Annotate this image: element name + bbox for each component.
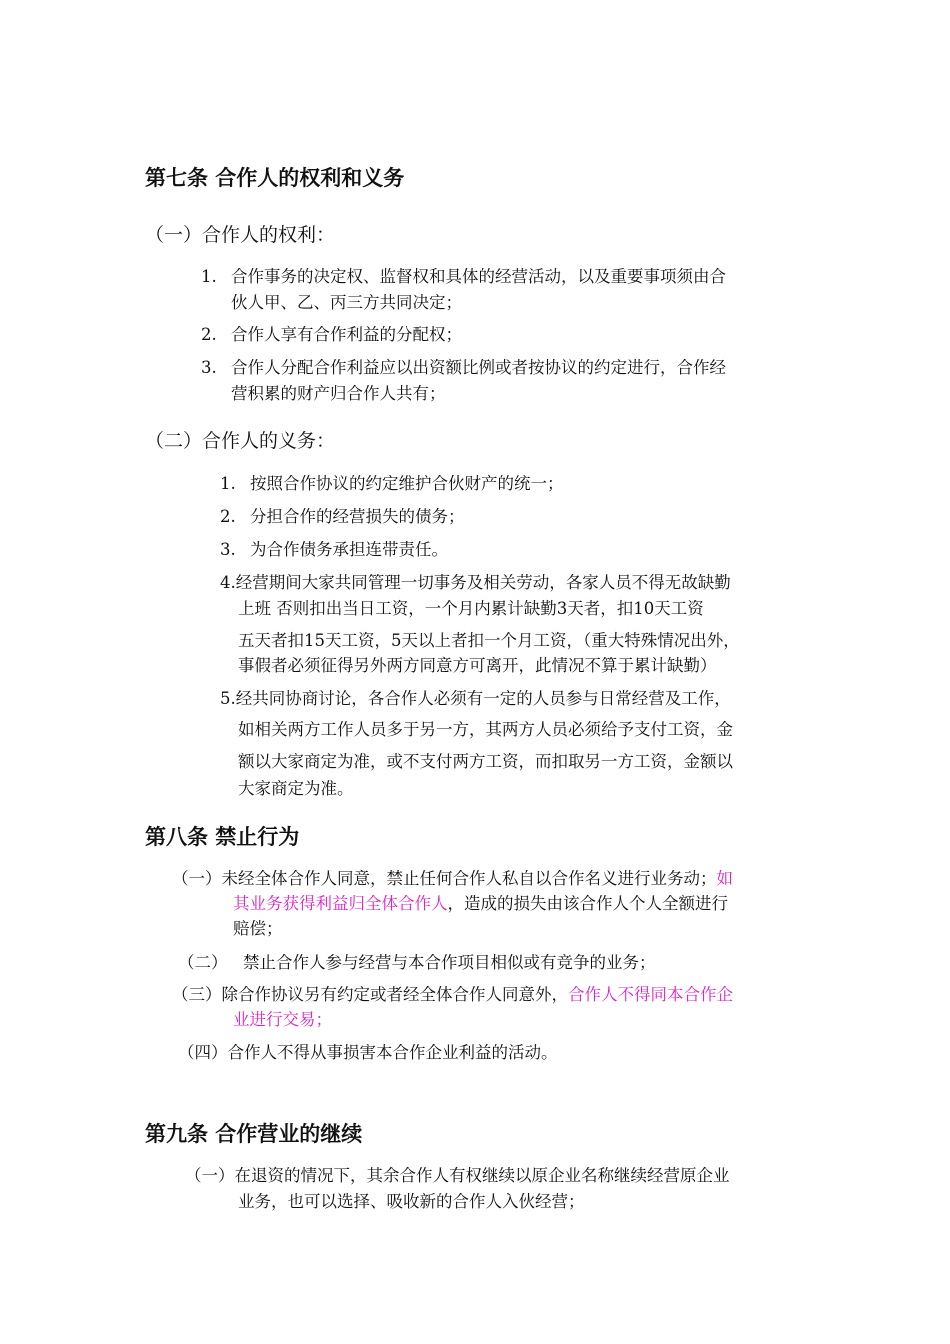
prohibition-3-line [172, 982, 733, 1008]
article-9-title: 第九条 合作营业的继续 [145, 1122, 363, 1146]
prohibition-2-label: （二） [178, 953, 228, 972]
rights-item-line: 合作人享有合作利益的分配权； [231, 325, 462, 344]
prohibition-3-text: （三）除合作协议另有约定或者经全体合作人同意外， [172, 985, 568, 1004]
duty-5-line: 大家商定为准。 [238, 779, 354, 798]
rights-item-line: 营积累的财产归合作人共有； [231, 384, 446, 403]
rights-item-number: 3. [201, 358, 217, 377]
duties-item-number: 2. [220, 507, 236, 526]
prohibition-1-line [233, 891, 728, 917]
rights-item-number: 1. [201, 267, 217, 286]
duties-item-line: 按照合作协议的约定维护合伙财产的统一； [250, 474, 564, 493]
prohibition-2-text: 禁止合作人参与经营与本合作项目相似或有竞争的业务； [243, 953, 656, 972]
prohibition-1-text: （一）未经全体合作人同意，禁止任何合作人私自以合作名义进行业务动； [172, 869, 717, 888]
duties-item-line: 为合作债务承担连带责任。 [250, 540, 448, 559]
prohibition-1-line [172, 866, 733, 892]
article-7-title: 第七条 合作人的权利和义务 [145, 166, 405, 190]
duty-5-line: 如相关两方工作人员多于另一方，其两方人员必须给予支付工资，金 [238, 720, 733, 739]
duty-5-line: 5.经共同协商讨论，各合作人必须有一定的人员参与日常经营及工作， [220, 689, 731, 708]
duty-4-line: 上班 否则扣出当日工资，一个月内累计缺勤3天者，扣10天工资 [238, 599, 704, 618]
continuation-1-line: 业务，也可以选择、吸收新的合作人入伙经营； [238, 1192, 585, 1211]
duties-item-number: 1. [220, 474, 236, 493]
rights-item-line: 伙人甲、乙、丙三方共同决定； [231, 293, 462, 312]
duty-4-line: 五天者扣15天工资，5天以上者扣一个月工资，（重大特殊情况出外， [238, 631, 740, 650]
article-8-title: 第八条 禁止行为 [145, 825, 300, 849]
duty-4-line: 4.经营期间大家共同管理一切事务及相关劳动，各家人员不得无故缺勤 [220, 573, 731, 592]
prohibition-3-highlight: 业进行交易； [233, 1010, 332, 1029]
prohibition-3-highlight: 合作人不得同本合作企 [568, 985, 733, 1004]
prohibition-4-line: （四）合作人不得从事损害本合作企业利益的活动。 [178, 1043, 558, 1062]
duties-item-line: 分担合作的经营损失的债务； [250, 507, 465, 526]
continuation-1-line: （一）在退资的情况下，其余合作人有权继续以原企业名称继续经营原企业 [185, 1166, 730, 1185]
rights-item-line: 合作事务的决定权、监督权和具体的经营活动，以及重要事项须由合 [231, 267, 726, 286]
prohibition-1-highlight: 其业务获得利益归全体合作人 [233, 894, 448, 913]
rights-item-line: 合作人分配合作利益应以出资额比例或者按协议的约定进行，合作经 [231, 358, 726, 377]
rights-item-number: 2. [201, 325, 217, 344]
prohibition-1-text: ，造成的损失由该合作人个人全额进行 [447, 894, 728, 913]
duties-heading: （二）合作人的义务： [145, 430, 336, 452]
duty-5-line: 额以大家商定为准，或不支付两方工资，而扣取另一方工资，金额以 [238, 752, 733, 771]
prohibition-1-highlight: 如 [716, 869, 733, 888]
duty-4-line: 事假者必须征得另外两方同意方可离开，此情况不算于累计缺勤） [238, 656, 717, 675]
duties-item-number: 3. [220, 540, 236, 559]
prohibition-1-line: 赔偿； [233, 919, 283, 938]
rights-heading: （一）合作人的权利： [145, 224, 336, 246]
